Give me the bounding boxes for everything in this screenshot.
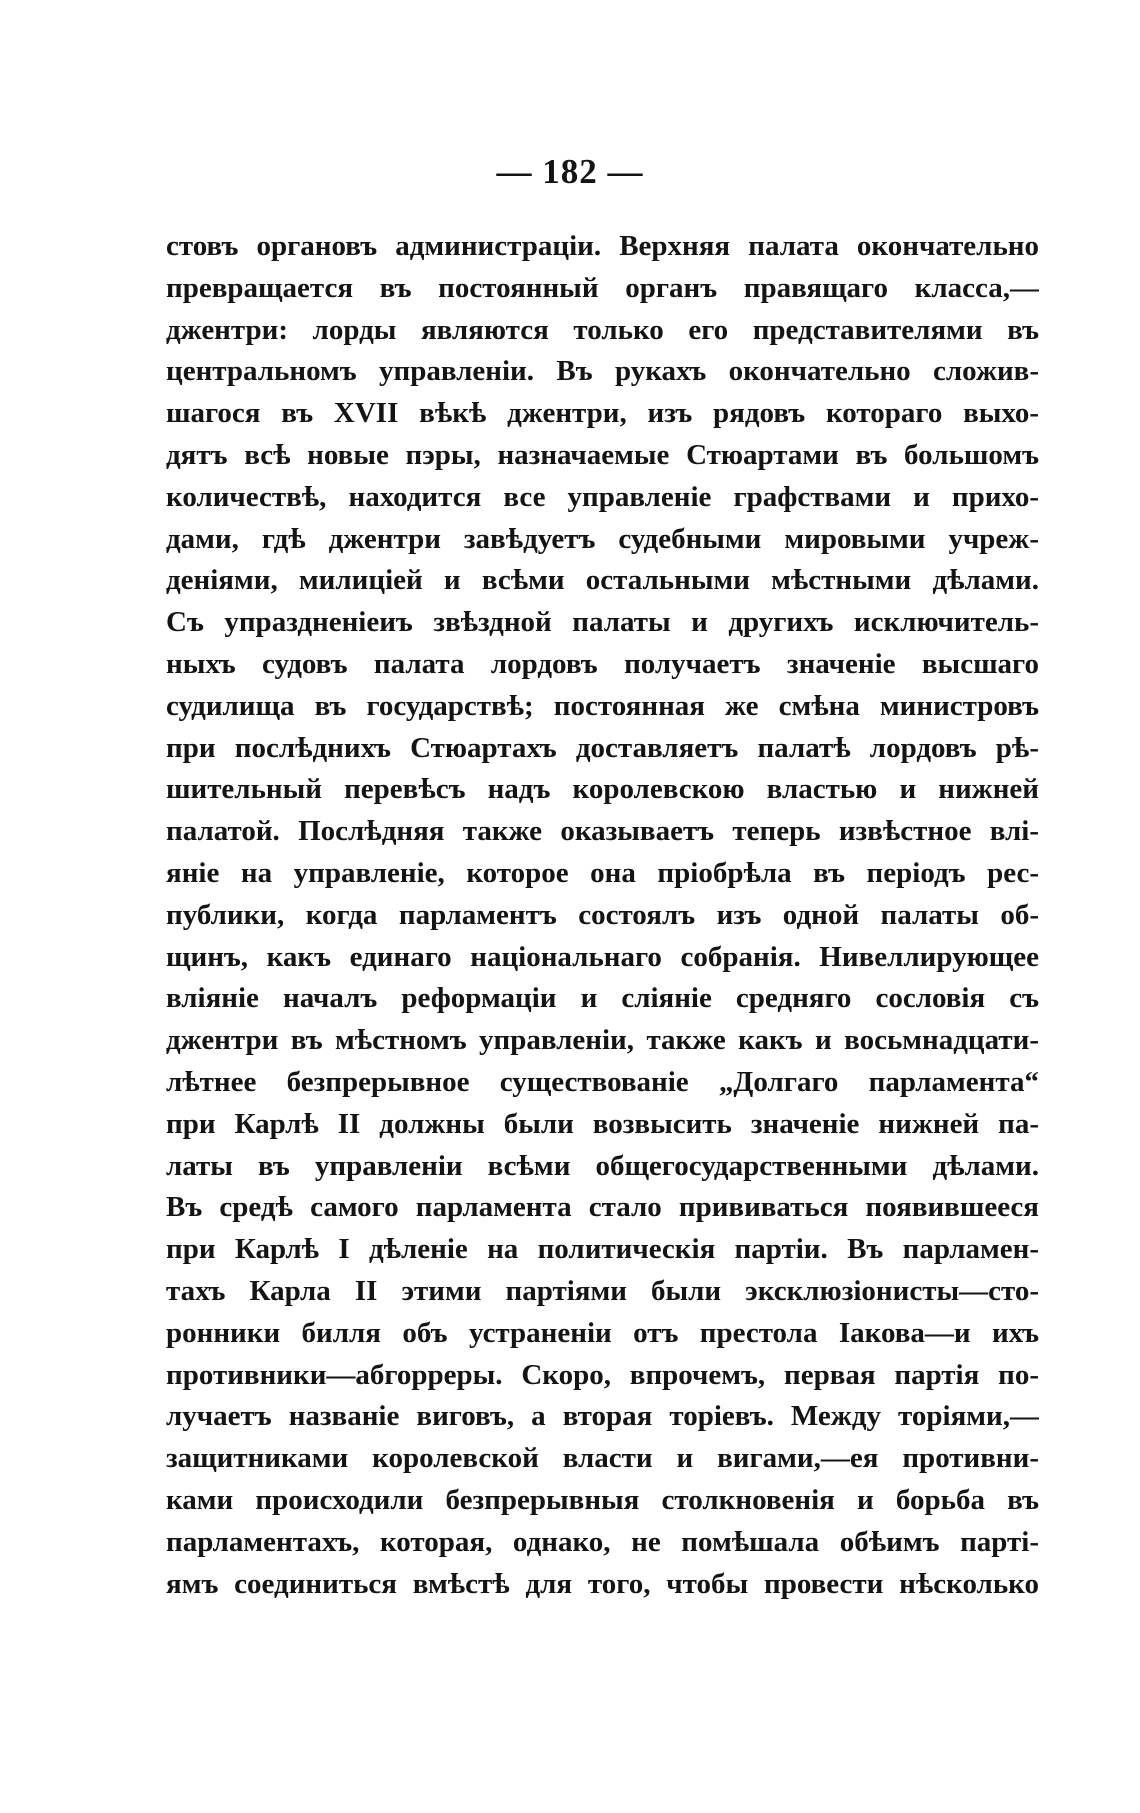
- text-line: палатой. Послѣдняя также оказываетъ теперь извѣстное влі-: [166, 815, 1039, 848]
- text-line: вліяніе началъ реформаціи и сліяніе средняго сословія съ: [166, 982, 1039, 1015]
- text-line: яніе на управленіе, которое она пріобрѣла въ періодъ рес-: [166, 856, 1039, 889]
- body-text: [166, 226, 1039, 1605]
- text-line: лѣтнее безпрерывное существованіе „Долгаго парламента“: [166, 1065, 1039, 1098]
- text-line: щинъ, какъ единаго національнаго собранія. Нивеллирующее: [166, 940, 1039, 973]
- text-line: ронники билля объ устраненіи отъ престола Іакова—и ихъ: [166, 1316, 1039, 1349]
- text-line: шагося въ XVII вѣкѣ джентри, изъ рядовъ котораго выхо-: [166, 397, 1039, 430]
- text-line: судилища въ государствѣ; постоянная же смѣна министровъ: [166, 689, 1039, 722]
- text-line: при Карлѣ II должны были возвысить значеніе нижней па-: [166, 1107, 1039, 1140]
- text-line: ныхъ судовъ палата лордовъ получаетъ значеніе высшаго: [166, 647, 1039, 680]
- text-line: дятъ всѣ новые пэры, назначаемые Стюартами въ большомъ: [166, 438, 1039, 471]
- text-line: ямъ соединиться вмѣстѣ для того, чтобы провести нѣсколько: [166, 1567, 1039, 1600]
- text-line: дами, гдѣ джентри завѣдуетъ судебными мировыми учреж-: [166, 522, 1039, 555]
- text-line: шительный перевѣсъ надъ королевскою властью и нижней: [166, 773, 1039, 806]
- text-line: тахъ Карла II этими партіями были эксклюзіонисты—сто-: [166, 1274, 1039, 1307]
- text-line: публики, когда парламентъ состоялъ изъ одной палаты об-: [166, 898, 1039, 931]
- text-line: при Карлѣ I дѣленіе на политическія партіи. Въ парламен-: [166, 1233, 1039, 1266]
- text-line: ками происходили безпрерывныя столкновенія и борьба въ: [166, 1483, 1039, 1516]
- text-line: количествѣ, находится все управленіе графствами и прихо-: [166, 480, 1039, 513]
- text-line: стовъ органовъ администраціи. Верхняя палата окончательно: [166, 230, 1039, 262]
- text-line: противники—абгорреры. Скоро, впрочемъ, первая партія по-: [166, 1358, 1039, 1391]
- text-line: защитниками королевской власти и вигами,—ея противни-: [166, 1442, 1039, 1475]
- page-number: — 182 —: [496, 152, 644, 191]
- text-line: превращается въ постоянный органъ правящаго класса,—: [166, 271, 1039, 304]
- text-line: деніями, милиціей и всѣми остальными мѣстными дѣлами.: [166, 564, 1039, 597]
- text-line: лучаетъ названіе виговъ, а вторая торіевъ. Между торіями,—: [166, 1400, 1039, 1433]
- text-line: Съ упраздненіеиъ звѣздной палаты и другихъ исключитель-: [166, 606, 1039, 639]
- text-line: центральномъ управленіи. Въ рукахъ окончательно сложив-: [166, 355, 1039, 388]
- text-line: Въ средѣ самого парламента стало прививаться появившееся: [166, 1191, 1039, 1224]
- text-line: парламентахъ, которая, однако, не помѣшала обѣимъ парті-: [166, 1525, 1039, 1558]
- text-line: латы въ управленіи всѣми общегосударственными дѣлами.: [166, 1149, 1039, 1182]
- text-line: при послѣднихъ Стюартахъ доставляетъ палатѣ лордовъ рѣ-: [166, 731, 1039, 764]
- text-line: джентри въ мѣстномъ управленіи, также какъ и восьмнадцати-: [166, 1024, 1039, 1057]
- text-line: джентри: лорды являются только его представителями въ: [166, 313, 1039, 346]
